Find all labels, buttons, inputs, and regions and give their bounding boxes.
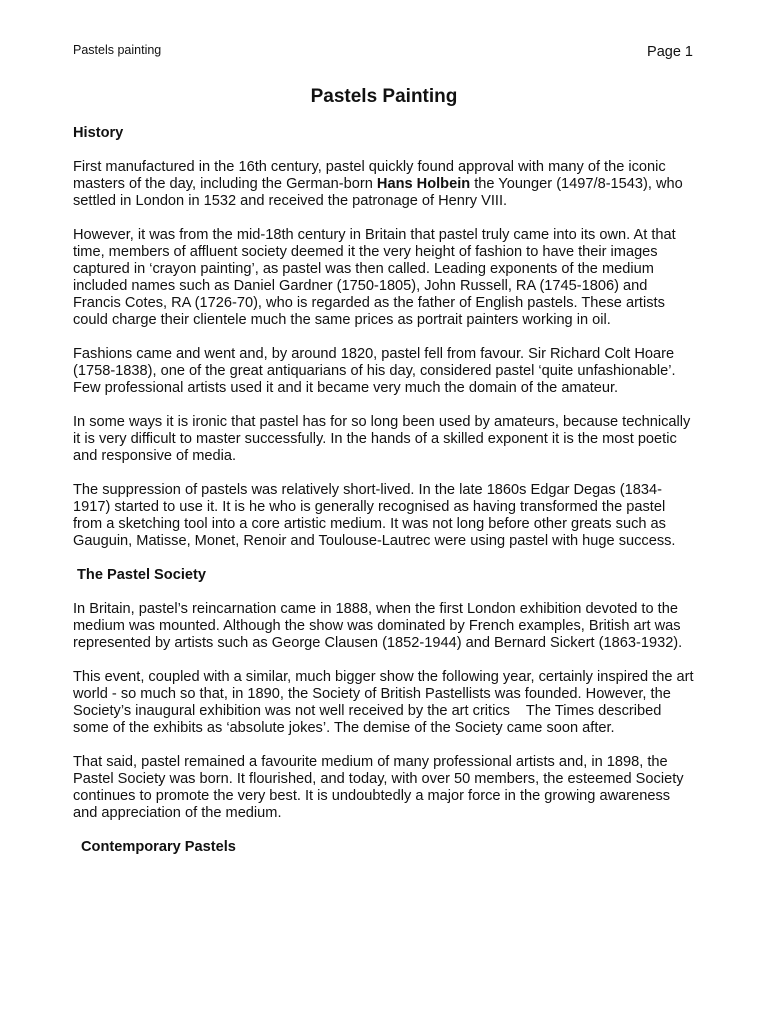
bold-name: Hans Holbein	[376, 176, 471, 192]
paragraph-text: First manufactured in the 16th century, pastel quickly found approval with many of the iconic masters of the day, including the German-born	[73, 159, 666, 192]
page-number: Page 1	[647, 44, 693, 60]
paragraph: In Britain, pastel’s reincarnation came in 1888, when the first London exhibition devoted to the medium was mounted. Although the show was dominated by French examples, British art was represented by artists such as George Clausen (1852-1944) and Bernard Sickert (1863-1932).	[73, 601, 683, 651]
section-heading-history: History	[73, 125, 124, 141]
section-heading-contemporary: Contemporary Pastels	[81, 839, 236, 855]
document-title: Pastels Painting	[310, 86, 458, 107]
paragraph: That said, pastel remained a favourite medium of many professional artists and, in 1898, the Pastel Society was born. It flourished, and today, with over 50 members, the esteemed Society continues to promote the very best. It is undoubtedly a major force in the growing awareness and appreciation of the medium.	[73, 754, 684, 821]
paragraph: In some ways it is ironic that pastel has for so long been used by amateurs, because technically it is very difficult to master successfully. In the hands of a skilled exponent it is the most poetic and responsive of media.	[73, 414, 691, 464]
paragraph: However, it was from the mid-18th century in Britain that pastel truly came into its own. At that time, members of affluent society deemed it the very height of fashion to have their images captured in ‘crayon painting’, as pastel was then called. Leading exponents of the medium included names such as Daniel Gardner (1750-1805), John Russell, RA (1745-1806) and Francis Cotes, RA (1726-70), who is regarded as the father of English pastels. These artists could charge their clientele much the same prices as portrait painters working in oil.	[73, 227, 676, 328]
running-header-title: Pastels painting	[73, 43, 162, 57]
paragraph	[73, 159, 698, 210]
paragraph-text: the Younger (1497/8-1543), who settled in London in 1532 and received the patronage of Henry VIII.	[73, 176, 683, 209]
document-body	[73, 125, 698, 873]
paragraph: The suppression of pastels was relatively short-lived. In the late 1860s Edgar Degas (1834-1917) started to use it. It is he who is generally recognised as having transformed the pastel from a sketching tool into a core artistic medium. It was not long before other greats such as Gauguin, Matisse, Monet, Renoir and Toulouse-Lautrec were using pastel with huge success.	[73, 482, 676, 549]
section-heading-pastel-society: The Pastel Society	[77, 567, 206, 583]
paragraph: This event, coupled with a similar, much bigger show the following year, certainly inspired the art world - so much so that, in 1890, the Society of British Pastellists was founded. However, the Society’s inaugural exhibition was not well received by the art critics The Times described some of the exhibits as ‘absolute jokes’. The demise of the Society came soon after.	[73, 669, 698, 736]
paragraph: Fashions came and went and, by around 1820, pastel fell from favour. Sir Richard Colt Hoare (1758-1838), one of the great antiquarians of his day, considered pastel ‘quite unfashionable’. Few professional artists used it and it became very much the domain of the amateur.	[73, 346, 676, 396]
